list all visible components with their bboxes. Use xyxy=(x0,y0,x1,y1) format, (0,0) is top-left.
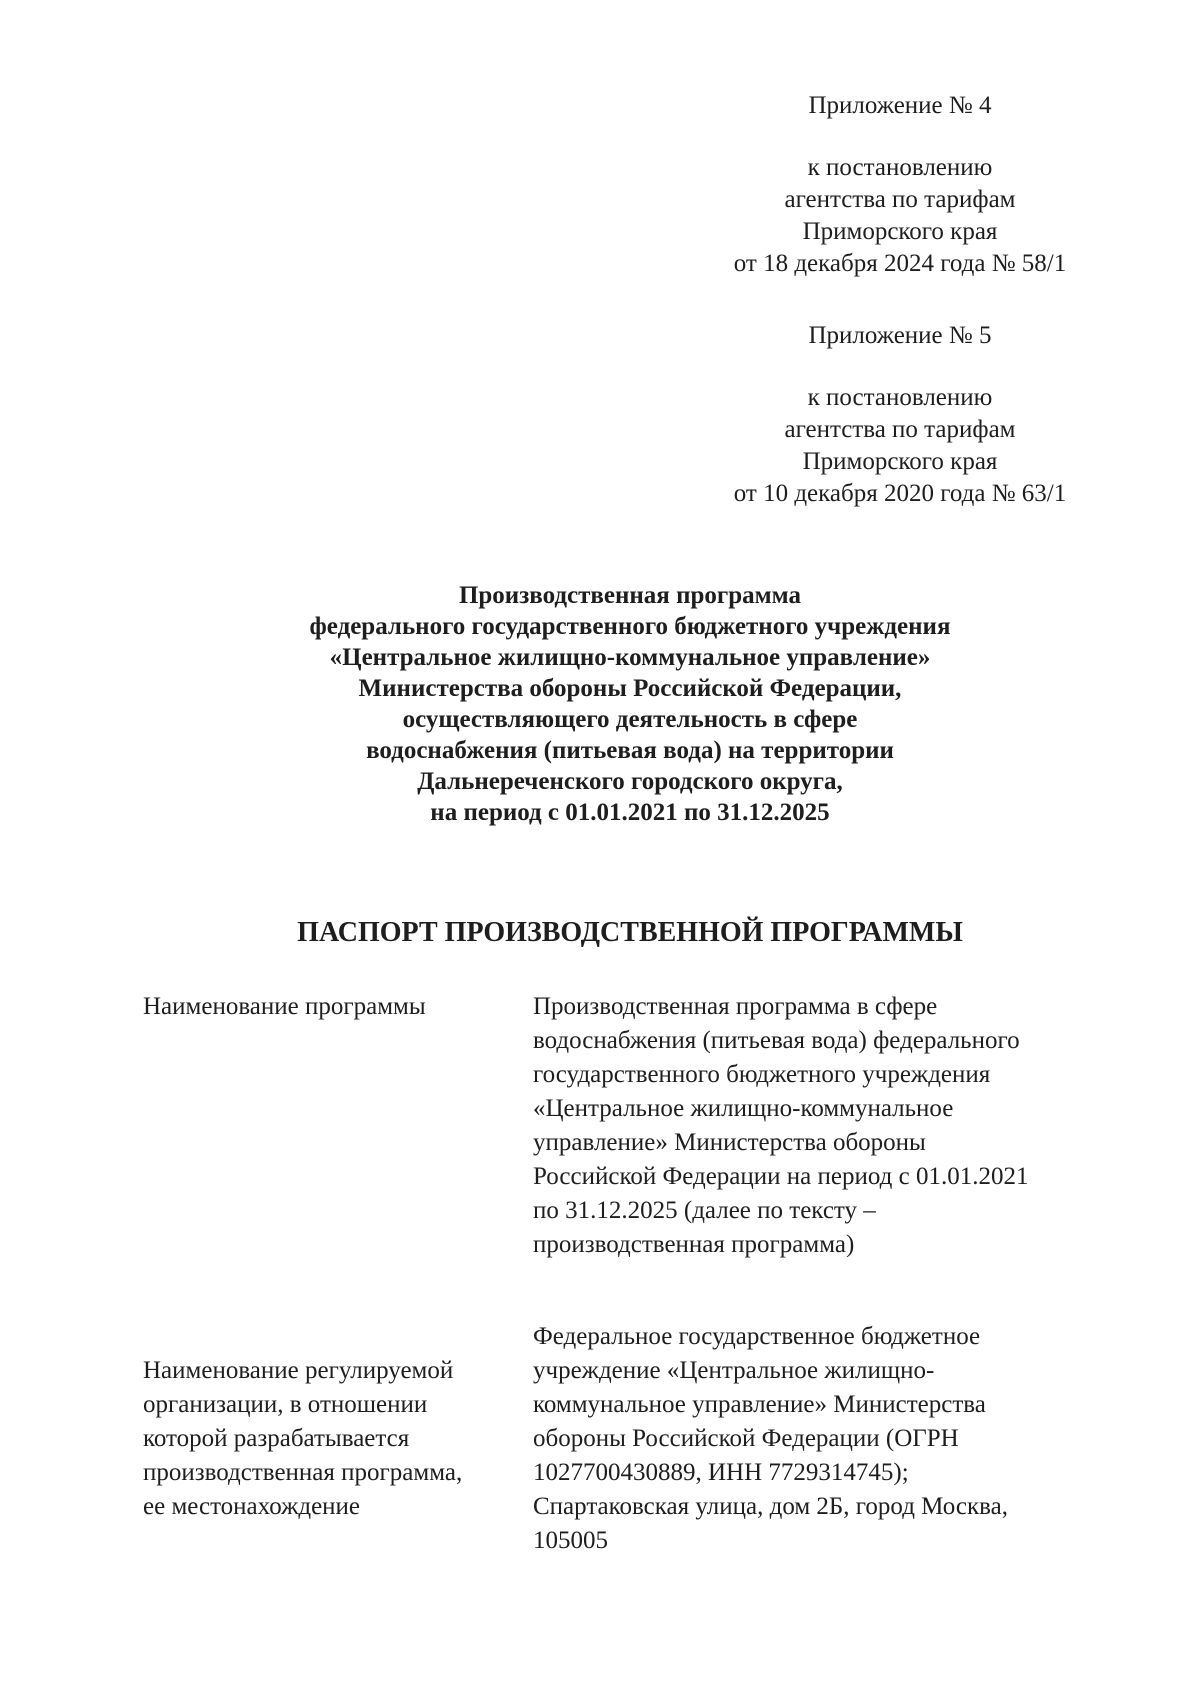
title-line: Министерства обороны Российской Федерации, xyxy=(358,675,902,702)
title-line: Производственная программа xyxy=(458,582,802,609)
value-line: по 31.12.2025 (далее по тексту – xyxy=(533,1197,876,1224)
title-line: Дальнереченского городского округа, xyxy=(417,768,843,795)
label-line: производственная программа, xyxy=(143,1459,463,1486)
appendix-5-reference xyxy=(700,382,1100,510)
value-line: учреждение «Центральное жилищно- xyxy=(533,1357,935,1384)
passport-row-value xyxy=(533,1320,1093,1558)
label-line: организации, в отношении xyxy=(143,1391,428,1418)
value-line: 105005 xyxy=(533,1527,608,1554)
passport-row-value xyxy=(533,990,1093,1262)
appendix-5-line: к постановлению xyxy=(807,384,993,411)
appendix-4-block xyxy=(700,90,1100,280)
appendix-5-line: от 10 декабря 2020 года № 63/1 xyxy=(733,480,1067,507)
title-line: осуществляющего деятельность в сфере xyxy=(402,706,858,733)
label-line: Наименование регулируемой xyxy=(143,1357,454,1384)
value-line: производственная программа) xyxy=(533,1231,855,1258)
value-line: государственного бюджетного учреждения xyxy=(533,1061,991,1088)
appendix-4-line: Приморского края xyxy=(802,218,998,245)
value-line: водоснабжения (питьевая вода) федерального xyxy=(533,1027,1020,1054)
appendix-5-line: Приморского края xyxy=(802,448,998,475)
appendix-5-line: агентства по тарифам xyxy=(784,416,1016,443)
appendix-4-line: агентства по тарифам xyxy=(784,186,1016,213)
appendix-5-title: Приложение № 5 xyxy=(808,322,992,349)
title-line: водоснабжения (питьевая вода) на территории xyxy=(366,737,894,764)
value-line: «Центральное жилищно-коммунальное xyxy=(533,1095,954,1122)
value-line: Российской Федерации на период с 01.01.2021 xyxy=(533,1163,1029,1190)
passport-heading: ПАСПОРТ ПРОИЗВОДСТВЕННОЙ ПРОГРАММЫ xyxy=(297,917,963,948)
appendix-5-block xyxy=(700,320,1100,510)
value-line: коммунальное управление» Министерства xyxy=(533,1391,986,1418)
document-title xyxy=(180,580,1080,828)
label-line: которой разрабатывается xyxy=(143,1425,410,1452)
appendix-4-reference xyxy=(700,152,1100,280)
passport-row-label xyxy=(143,990,503,1024)
appendix-4-line: от 18 декабря 2024 года № 58/1 xyxy=(733,250,1067,277)
value-line: Спартаковская улица, дом 2Б, город Москва, xyxy=(533,1493,1008,1520)
label-line: ее местонахождение xyxy=(143,1493,361,1520)
value-line: Производственная программа в сфере xyxy=(533,993,938,1020)
appendix-4-title: Приложение № 4 xyxy=(808,92,992,119)
title-line: федерального государственного бюджетного учреждения xyxy=(309,613,951,640)
value-line: 1027700430889, ИНН 7729314745); xyxy=(533,1459,909,1486)
title-line: «Центральное жилищно-коммунальное управление» xyxy=(329,644,931,671)
value-line: обороны Российской Федерации (ОГРН xyxy=(533,1425,959,1452)
value-line: Федеральное государственное бюджетное xyxy=(533,1323,981,1350)
label-line: Наименование программы xyxy=(143,993,426,1020)
title-line: на период с 01.01.2021 по 31.12.2025 xyxy=(430,799,830,826)
appendix-4-line: к постановлению xyxy=(807,154,993,181)
passport-row-label xyxy=(143,1354,503,1524)
value-line: управление» Министерства обороны xyxy=(533,1129,926,1156)
